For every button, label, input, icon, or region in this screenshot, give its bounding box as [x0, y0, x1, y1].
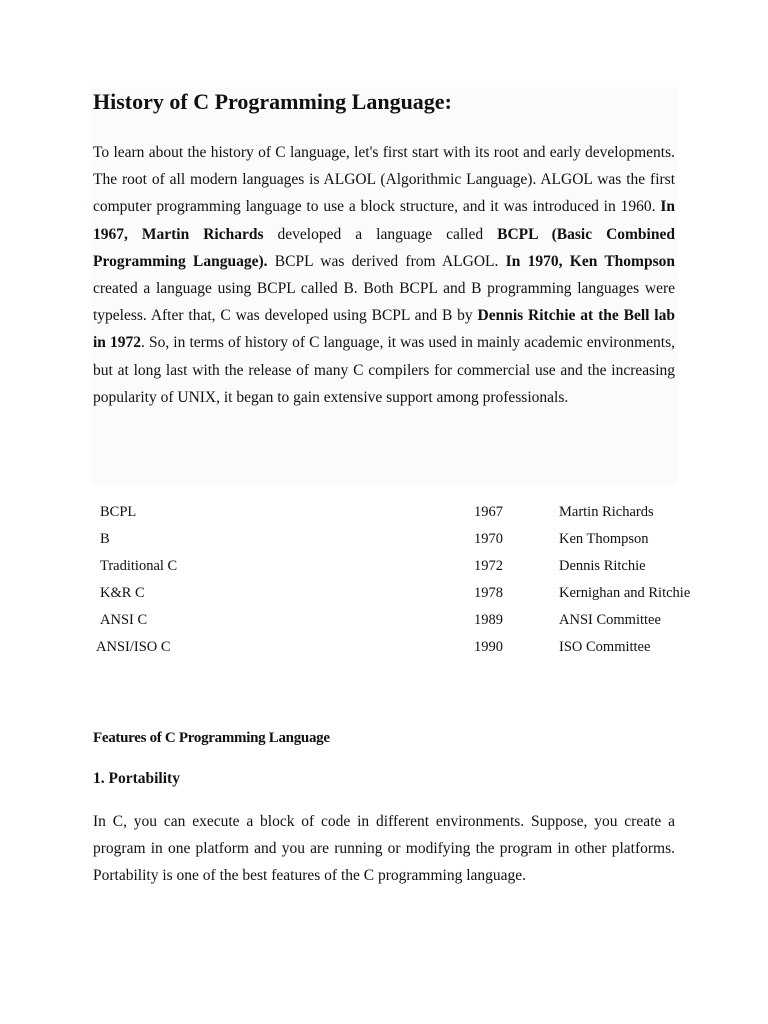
developer-cell: ISO Committee	[559, 639, 651, 655]
table-row	[93, 526, 713, 553]
intro-highlight: In 1967, Martin Richards	[93, 198, 675, 243]
portability-paragraph: In C, you can execute a block of code in different environments. Suppose, you create a program in one platform and you are running or modifying the program in other platforms. Portability is one of the best features of the C programming language.	[93, 813, 675, 885]
language-cell: ANSI C	[100, 612, 148, 628]
year-cell: 1990	[474, 639, 503, 655]
intro-highlight: Dennis Ritchie at the Bell lab in 1972	[93, 307, 675, 352]
year-cell: 1967	[474, 504, 503, 520]
history-table	[93, 499, 713, 661]
intro-highlight: In 1970, Ken Thompson	[505, 252, 675, 270]
language-cell: K&R C	[100, 585, 145, 601]
developer-cell: Kernighan and Ritchie	[559, 585, 691, 601]
intro-text: developed a language called	[263, 225, 498, 243]
intro-text: To learn about the history of C language, let's first start with its root and early developments. The root of all modern languages is ALGOL (Algorithmic Language). ALGOL was the first computer programming language to use a block structure, and it was introduced in 1960.	[93, 144, 675, 216]
language-cell: BCPL	[100, 504, 137, 520]
table-row	[93, 580, 713, 607]
table-row	[93, 607, 713, 634]
portability-heading: 1. Portability	[93, 770, 180, 787]
year-cell: 1972	[474, 558, 503, 574]
language-cell: B	[100, 531, 110, 547]
features-heading: Features of C Programming Language	[93, 730, 330, 746]
table-row	[93, 634, 713, 661]
intro-text: created a language using BCPL called B. Both BCPL and B programming languages were typeless. After that, C was developed using BCPL and B by	[93, 280, 675, 325]
intro-text: . So, in terms of history of C language, it was used in mainly academic environments, but at long last with the release of many C compilers for commercial use and the increasing popularity of UNIX, it began to gain extensive support among professionals.	[93, 334, 675, 406]
developer-cell: Ken Thompson	[559, 531, 649, 547]
table-row	[93, 499, 713, 526]
year-cell: 1978	[474, 585, 503, 601]
page-title: History of C Programming Language:	[93, 89, 452, 114]
intro-paragraph	[93, 139, 675, 411]
developer-cell: Dennis Ritchie	[559, 558, 646, 574]
language-cell: ANSI/ISO C	[96, 639, 171, 655]
year-cell: 1989	[474, 612, 503, 628]
intro-highlight: BCPL (Basic Combined Programming Language).	[93, 225, 675, 270]
table-row	[93, 553, 713, 580]
developer-cell: ANSI Committee	[559, 612, 661, 628]
intro-text: BCPL was derived from ALGOL.	[267, 252, 506, 270]
language-cell: Traditional C	[100, 558, 178, 574]
year-cell: 1970	[474, 531, 503, 547]
developer-cell: Martin Richards	[559, 504, 654, 520]
